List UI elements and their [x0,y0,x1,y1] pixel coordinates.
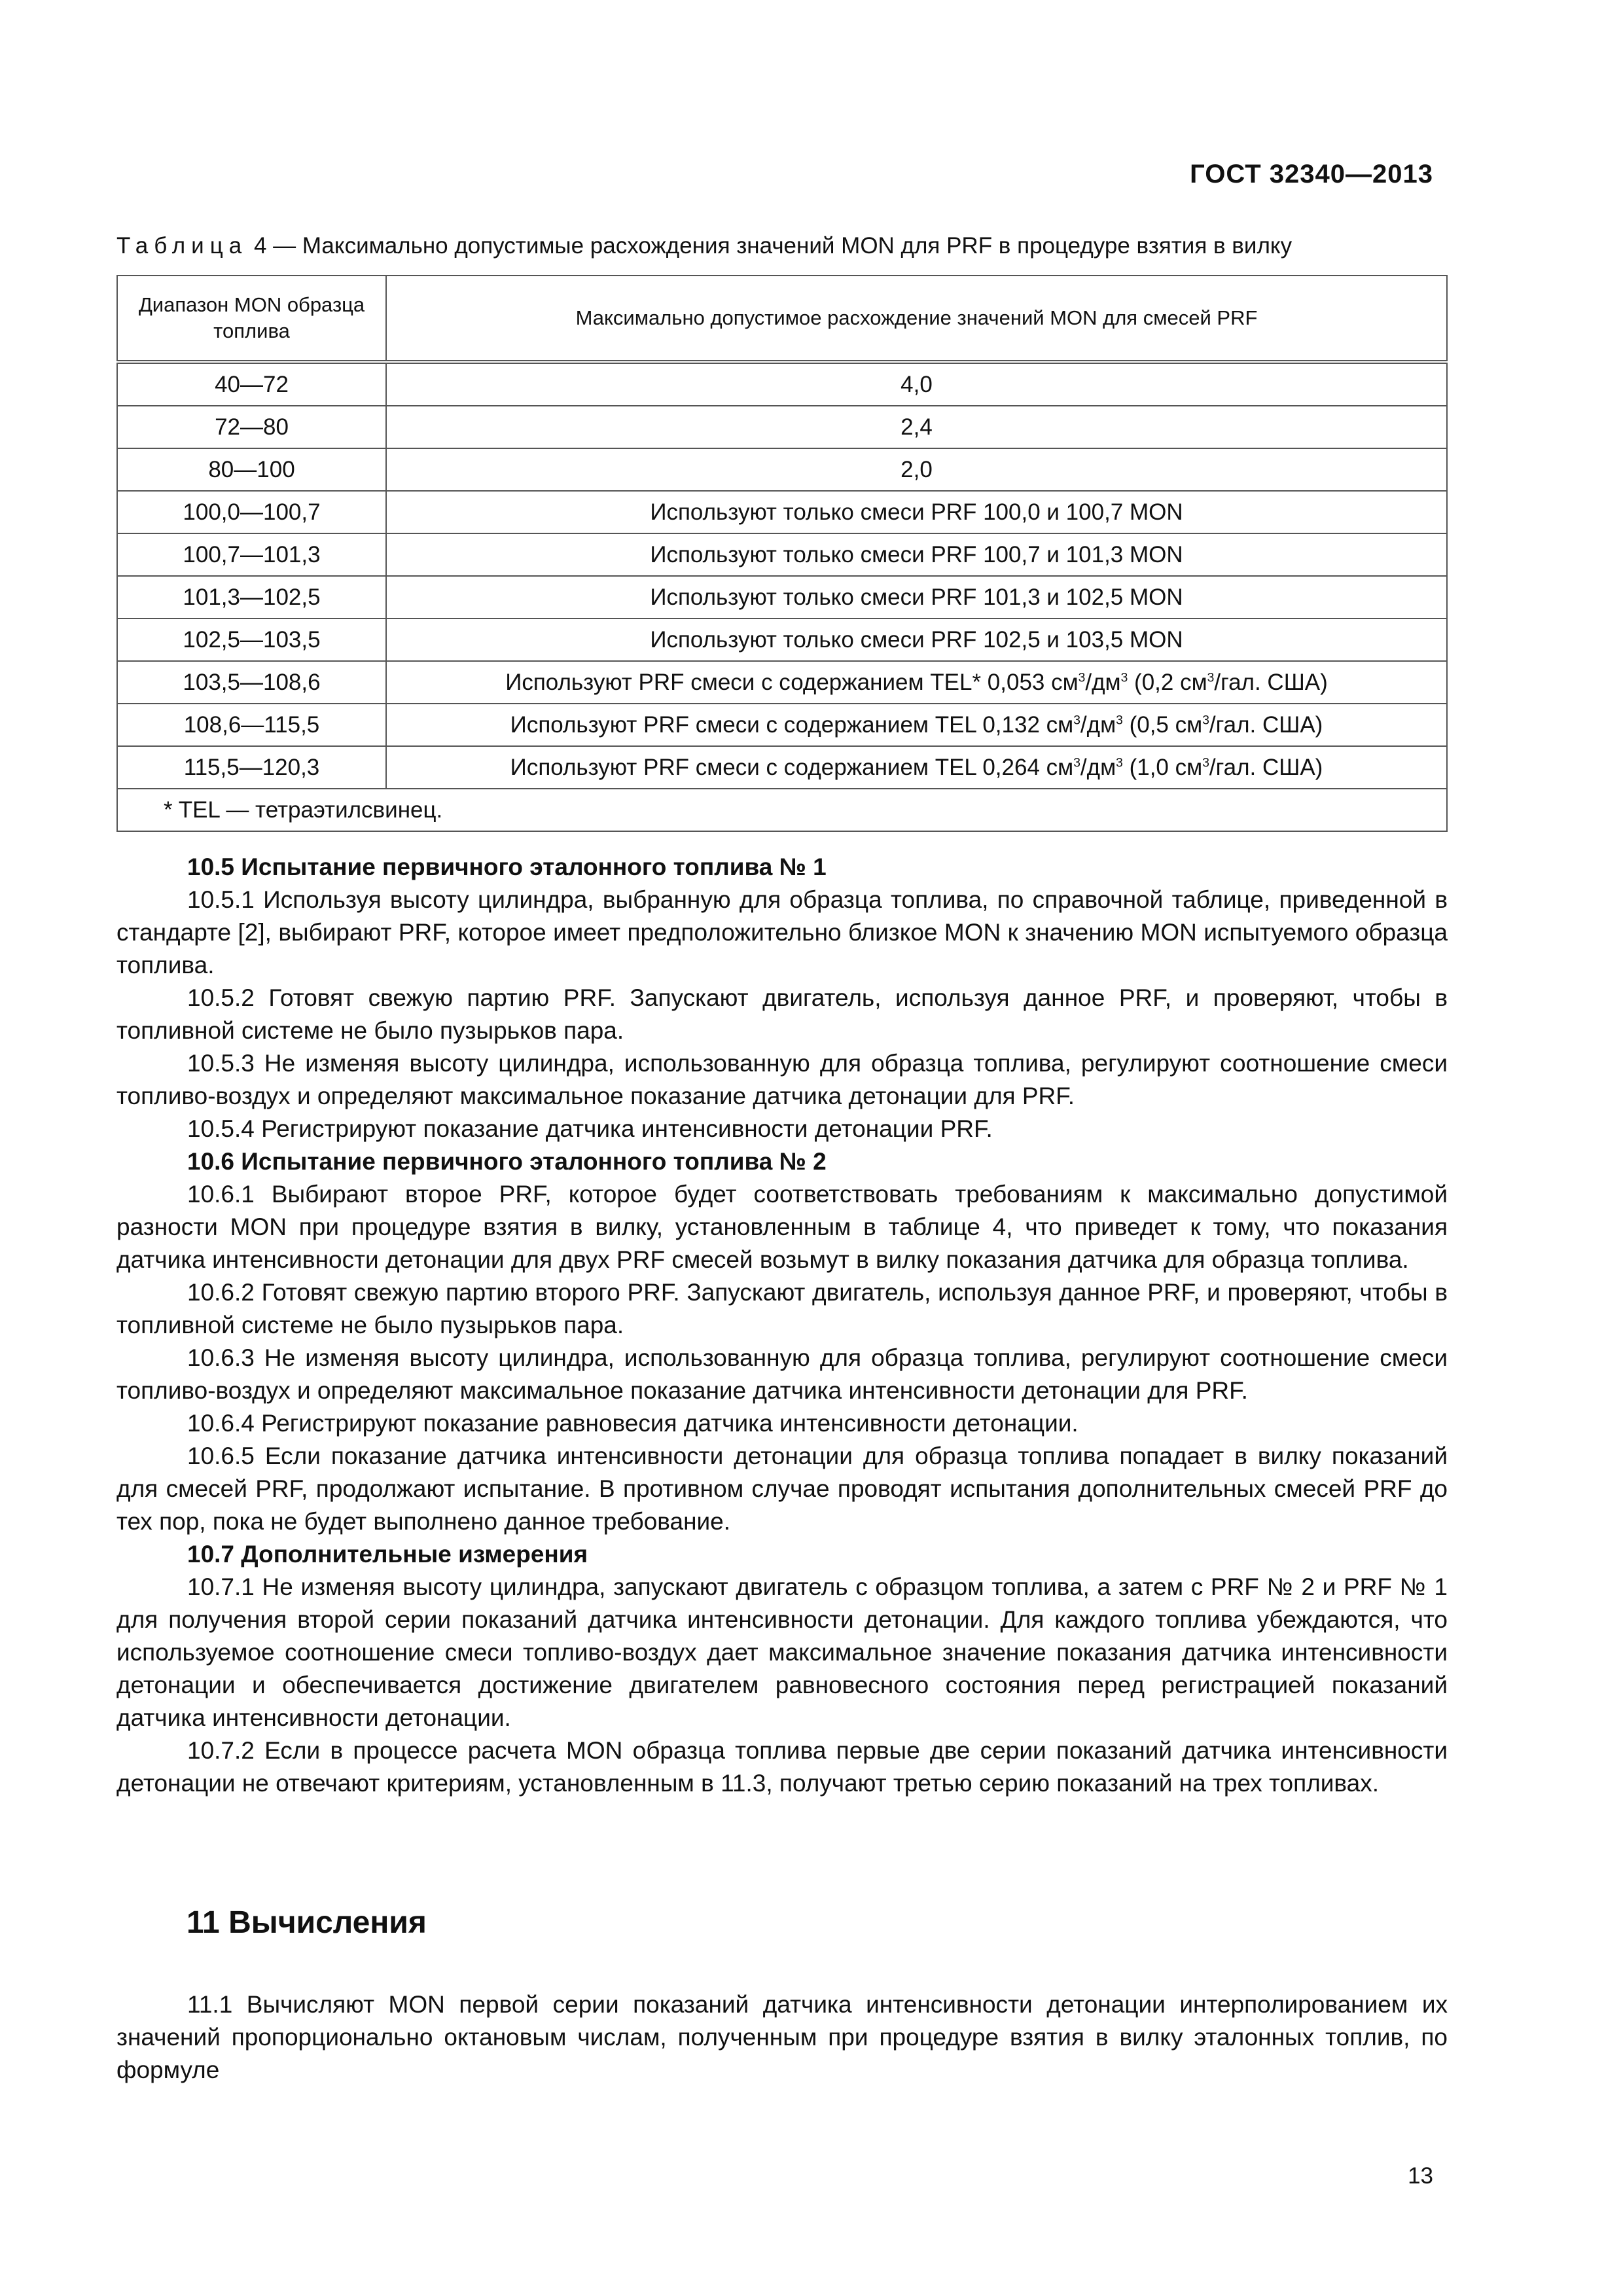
header-mon-range: Диапазон MON образца топлива [117,276,386,362]
value-text: /гал. США) [1214,669,1328,695]
table-row [117,406,1447,448]
range-cell: 101,3—102,5 [117,576,386,619]
value-cell: Используют только смеси PRF 100,0 и 100,7 MON [386,491,1447,533]
superscript: 3 [1202,713,1209,727]
range-cell: 100,0—100,7 [117,491,386,533]
table-row [117,619,1447,661]
superscript: 3 [1078,670,1086,685]
paragraph-11-1: 11.1 Вычисляют MON первой серии показаний датчика интенсивности детонации интерполированием их значений пропорционально октановым числам, полученным при процедуре взятия в вилку эталонных топлив, по формуле [116,1991,1448,2083]
value-cell: 4,0 [386,362,1447,406]
table-footnote-row [117,789,1447,831]
range-cell: 102,5—103,5 [117,619,386,661]
table-row [117,746,1447,789]
value-cell: Используют только смеси PRF 100,7 и 101,3 MON [386,533,1447,576]
standard-code: ГОСТ 32340—2013 [1190,160,1433,188]
paragraph-10-5-2: 10.5.2 Готовят свежую партию PRF. Запускают двигатель, используя данное PRF, и проверяют, чтобы в топливной системе не было пузырьков пара. [116,984,1448,1044]
paragraph-10-5-1: 10.5.1 Используя высоту цилиндра, выбранную для образца топлива, по справочной таблице, приведенной в стандарте [2], выбирают PRF, которое имеет предположительно близкое MON к значению MON испытуемого образца топлива. [116,886,1448,978]
table-row [117,576,1447,619]
paragraph-10-5-3: 10.5.3 Не изменяя высоту цилиндра, использованную для образца топлива, регулируют соотношение смеси топливо-воздух и определяют максимальное показание датчика детонации для PRF. [116,1050,1448,1109]
superscript: 3 [1073,755,1080,770]
value-text: /гал. США) [1209,711,1323,738]
paragraph-10-6-5: 10.6.5 Если показание датчика интенсивности детонации для образца топлива попадает в вилку показаний для смесей PRF, продолжают испытание. В противном случае проводят испытания дополнительных смесей PRF до тех пор, пока не будет выполнено данное требование. [116,1443,1448,1535]
value-text: Используют PRF смеси с содержанием TEL 0,132 см [510,711,1074,738]
table-caption-text: 4 — Максимально допустимые расхождения значений MON для PRF в процедуре взятия в вилку [247,233,1293,259]
value-cell: 2,0 [386,448,1447,491]
paragraph-10-6-4: 10.6.4 Регистрируют показание равновесия датчика интенсивности детонации. [187,1410,1079,1437]
section-11-title: 11 Вычисления [187,1905,427,1940]
section-11-text [116,1988,1448,2087]
superscript: 3 [1073,713,1080,727]
table-row [117,448,1447,491]
range-cell: 100,7—101,3 [117,533,386,576]
paragraph-10-7-2: 10.7.2 Если в процессе расчета MON образца топлива первые две серии показаний датчика интенсивности детонации не отвечают критериям, установленным в 11.3, получают третью серию показаний на трех топливах. [116,1737,1448,1797]
value-cell [386,746,1447,789]
value-cell: Используют только смеси PRF 102,5 и 103,5 MON [386,619,1447,661]
body-text [116,851,1448,1800]
table-row [117,491,1447,533]
range-cell: 40—72 [117,362,386,406]
table-row [117,661,1447,704]
mon-discrepancy-table [116,275,1448,832]
value-text: /дм [1080,754,1116,780]
superscript: 3 [1116,755,1123,770]
table-row [117,362,1447,406]
section-10-5-heading: 10.5 Испытание первичного эталонного топлива № 1 [187,853,827,880]
range-cell: 108,6—115,5 [117,704,386,746]
value-text: /дм [1080,711,1116,738]
superscript: 3 [1202,755,1209,770]
range-cell: 80—100 [117,448,386,491]
table-header-row [117,276,1447,362]
table-footnote: * TEL — тетраэтилсвинец. [117,789,1447,831]
superscript: 3 [1207,670,1215,685]
paragraph-10-6-3: 10.6.3 Не изменяя высоту цилиндра, использованную для образца топлива, регулируют соотношение смеси топливо-воздух и определяют максимальное показание датчика интенсивности детонации для PRF. [116,1344,1448,1404]
value-text: (0,5 см [1122,711,1203,738]
value-text: /гал. США) [1209,754,1323,780]
value-cell: Используют только смеси PRF 101,3 и 102,5 MON [386,576,1447,619]
value-cell: 2,4 [386,406,1447,448]
paragraph-10-7-1: 10.7.1 Не изменяя высоту цилиндра, запускают двигатель с образцом топлива, а затем с PRF № 2 и PRF № 1 для получения второй серии показаний датчика интенсивности детонации. Для каждого топлива убеждаются, что используемое соотношение смеси топливо-воздух дает максимальное значение показания датчика интенсивности детонации и обеспечивается достижение двигателем равновесного состояния перед регистрацией показаний датчика интенсивности детонации. [116,1573,1448,1731]
section-10-6-heading: 10.6 Испытание первичного эталонного топлива № 2 [187,1148,827,1175]
value-text: (0,2 см [1128,669,1207,695]
value-text: Используют PRF смеси с содержанием TEL 0,264 см [510,754,1074,780]
superscript: 3 [1120,670,1128,685]
value-text: (1,0 см [1122,754,1203,780]
paragraph-10-5-4: 10.5.4 Регистрируют показание датчика интенсивности детонации PRF. [187,1115,993,1142]
header-max-discrepancy: Максимально допустимое расхождение значений MON для смесей PRF [386,276,1447,362]
range-cell: 72—80 [117,406,386,448]
table-caption [116,233,1445,259]
value-cell [386,704,1447,746]
table-row [117,533,1447,576]
paragraph-10-6-2: 10.6.2 Готовят свежую партию второго PRF. Запускают двигатель, используя данное PRF, и проверяют, чтобы в топливной системе не было пузырьков пара. [116,1279,1448,1338]
range-cell: 115,5—120,3 [117,746,386,789]
table-caption-word: Таблица [116,233,248,259]
value-text: Используют PRF смеси с содержанием TEL* 0,053 см [505,669,1079,695]
table-row [117,704,1447,746]
value-cell [386,661,1447,704]
superscript: 3 [1116,713,1123,727]
paragraph-10-6-1: 10.6.1 Выбирают второе PRF, которое будет соответствовать требованиям к максимально допустимой разности MON при процедуре взятия в вилку, установленным в таблице 4, что приведет к тому, что показания датчика интенсивности детонации для двух PRF смесей возьмут в вилку показания датчика для образца топлива. [116,1181,1448,1273]
section-10-7-heading: 10.7 Дополнительные измерения [187,1541,588,1568]
page-number: 13 [1408,2163,1433,2189]
range-cell: 103,5—108,6 [117,661,386,704]
value-text: /дм [1085,669,1121,695]
